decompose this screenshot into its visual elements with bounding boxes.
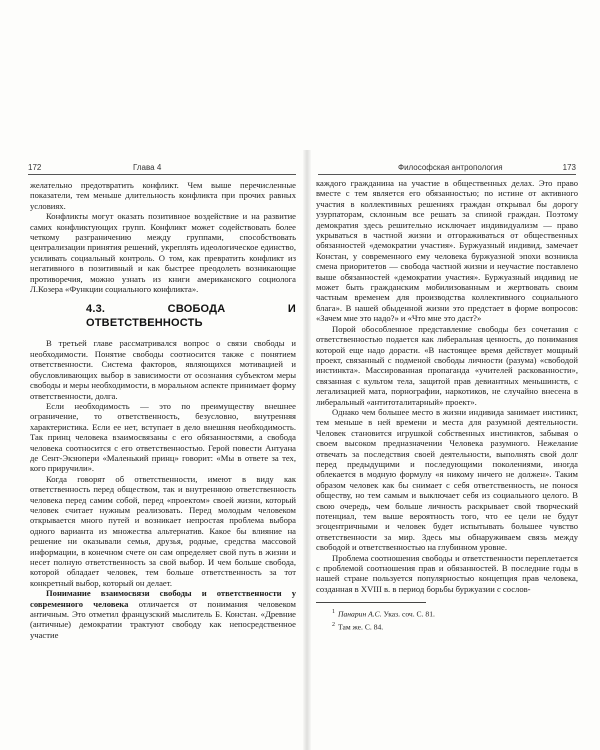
right-paragraph-4: Проблема соотношения свободы и ответственности переплетается с проблемой соотношения прав и обязанностей. В последние годы в нашей стране пользуется популярностью концепция прав человека, созданная в XVIII в. в период борьбы буржуазии с сослов- xyxy=(316,552,578,594)
left-running-head xyxy=(28,162,296,175)
left-page-number: 172 xyxy=(28,163,42,172)
footnote-divider xyxy=(316,602,426,603)
left-paragraph-2: Конфликты могут оказать позитивное воздействие и на развитие самих конфликтующих групп. Конфликт может содействовать более четкому разграничению между группами, способствовать централизации принятия решений, укреплять идеологическое единство, усиливать социальный контроль. О том, как превратить конфликт из негативного в позитивный и как быстрее преодолеть возникающие противоречия, можно узнать из книги американского социолога Л.Козера «Функции социального конфликта». xyxy=(30,211,296,295)
footnote-1-number: 1 xyxy=(332,609,335,616)
right-book-title: Философская антропология xyxy=(398,163,503,172)
left-paragraph-6-rest: отличается от понимания человеком античным. Это отметил французский мыслитель Б. Констан. «Древние (античные) демократии трактуют свободу как непосредственное участие xyxy=(30,598,296,640)
footnote-2-number: 2 xyxy=(332,621,335,628)
left-paragraph-5: Когда говорят об ответственности, имеют в виду как ответственность перед обществом, так и внутреннюю ответственность человека перед самим собой, перед «проектом» своей жизни, который человек считает нужным реализовать. Перед молодым человеком открывается много путей и возникает непростая проблема выбора одного варианта из множества альтернатив. Какое бы влияние на решение ни оказывали семья, друзья, родные, средства массовой информации, в конечном счете он сам определяет свой путь в жизни и несет полную ответственность за свой выбор. И чем больше свобода, которой обладает человек, тем больше ответственность за тот конкретный выбор, который он делает. xyxy=(30,473,296,588)
footnote-1-text: Указ. соч. С. 81. xyxy=(383,609,435,619)
right-running-head xyxy=(318,162,576,175)
book-gutter xyxy=(303,150,311,750)
footnote-2-text: Там же. С. 84. xyxy=(338,622,384,632)
right-page-body xyxy=(316,178,578,632)
left-paragraph-1: желательно предотвратить конфликт. Чем выше перечисленные показатели, тем меньше длительность конфликта при прочих равных условиях. xyxy=(30,180,296,211)
footnote-2 xyxy=(316,620,578,633)
right-paragraph-1: каждого гражданина на участие в общественных делах. Это право вместе с тем является его обязанностью; по истине от активного участия в коллективных решениях граждан открывал бы дорогу узурпаторам, склонным все решать за спиной граждан. Поэтому демократия здесь решительно исключает индивидуализм — право укрываться в частной жизни и отгораживаться от общественных обязанностей «демократии участия». Буржуазный индивид, замечает Констан, у современного ему человека буржуазной эпохи возникла смена приоритетов — свобода частной жизни и неучастие поставлено выше обязанностей «демократии участия». Буржуазный индивид не может быть гражданским мобилизованным и жертвовать своим частным временем для производства коллективного социального блага». В нашей обыденной жизни это предстает в форме вопросов: «Зачем мне это надо?» и «Что мне это даст?» xyxy=(316,178,578,324)
left-paragraph-3: В третьей главе рассматривался вопрос о связи свободы и необходимости. Понятие свободы соотносится также с понятием ответственности. Система факторов, являющихся мотивацией и обусловливающих выбор в зависимости от осознания субъектом меры свободы и меры необходимости, в моральном аспекте принимает форму ответственности, долга. xyxy=(30,338,296,401)
section-heading: 4.3. СВОБОДА И ОТВЕТСТВЕННОСТЬ xyxy=(86,303,296,330)
left-page-body xyxy=(30,180,296,640)
footnote-1-author: Панарин А.С. xyxy=(338,609,382,619)
left-chapter-title: Глава 4 xyxy=(133,163,162,172)
left-paragraph-6 xyxy=(30,588,296,640)
footnote-1 xyxy=(316,607,578,620)
right-paragraph-2: Порой обособленное представление свободы без сочетания с ответственностью подается как либеральная ценность, до понимания которой еще надо дорасти. «В настоящее время действует мощный проект, связанный с подменой свободы личности (разума) «свободой инстинкта». Массированная пропаганда «учителей раскованности», связанная с культом тела, защитой прав девиантных меньшинств, с легализацией мата, порнографии, наркотиков, не случайно внесена в либеральный «антитоталитарный» проект». xyxy=(316,323,578,407)
right-page-number: 173 xyxy=(562,163,576,172)
emphasized-phrase: Понимание взаимосвязи свободы и ответственности у современного человека xyxy=(30,588,296,609)
left-paragraph-4: Если необходимость — это по преимуществу внешнее ограничение, то ответственность, безусловно, внутренняя характеристика. Если ее нет, вступает в дело внешняя необходимость. Так принц человека взаимосвязаны с его обязанностями, а свобода человека соотносится с его ответственностью. Герой повести Антуана де Сент-Экзюпери «Маленький принц» говорит: «Мы в ответе за тех, кого приручили». xyxy=(30,400,296,474)
right-paragraph-3: Однако чем большее место в жизни индивида занимает инстинкт, тем меньше в ней времени и места для разумной деятельности. Человек становится игрушкой собственных инстинктов, забывая о своем высоком предназначении Человека разумного. Нежелание отвечать за последствия своей деятельности, выполнять свой долг перед предыдущими и последующими поколениями, иногда облекается в модную формулу «я никому ничего не должен». Таким образом человек как бы снимает с себя ответственность, не понося обществу, но тем самым и выключает себя из социального целого. В свою очередь, чем больше личность раскрывает свой творческий потенциал, тем выше вероятность того, что ее цели не будут эгоцентричными и человек будет испытывать большее чувство ответственности за мир. Здесь мы обнаруживаем связь между свободой и ответственностью на глубинном уровне. xyxy=(316,406,578,553)
